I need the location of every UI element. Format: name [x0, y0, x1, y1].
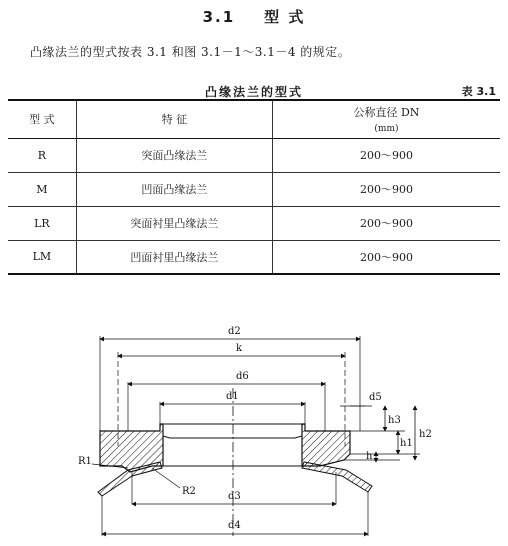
label-d1: d1	[226, 391, 239, 402]
label-d4: d4	[228, 520, 241, 531]
cell-feature: 突面衬里凸缘法兰	[76, 206, 272, 240]
lining-right	[302, 462, 372, 492]
table-caption: 凸缘法兰的型式	[204, 85, 303, 99]
cell-dn: 200～900	[272, 138, 500, 172]
header-dn-label: 公称直径 DN	[353, 106, 420, 120]
header-feature: 特 征	[76, 100, 272, 138]
flange-drawing	[0, 296, 508, 546]
section-title	[0, 6, 508, 27]
table-header-row	[8, 100, 500, 138]
label-d5: d5	[369, 392, 382, 403]
leader-R2	[152, 468, 180, 488]
label-h2: h2	[419, 429, 432, 440]
header-dn	[272, 100, 500, 138]
cell-feature: 凹面凸缘法兰	[76, 172, 272, 206]
table-row	[8, 206, 500, 240]
label-k: k	[236, 343, 243, 354]
label-d2: d2	[228, 326, 241, 337]
cell-feature: 突面凸缘法兰	[76, 138, 272, 172]
intro-paragraph: 凸缘法兰的型式按表 3.1 和图 3.1－1～3.1－4 的规定。	[30, 45, 351, 59]
table-row	[8, 240, 500, 274]
cell-dn: 200～900	[272, 206, 500, 240]
label-h3: h3	[388, 415, 401, 426]
cell-dn: 200～900	[272, 172, 500, 206]
section-number: 3.1	[202, 8, 236, 26]
label-d3: d3	[228, 491, 241, 502]
cell-type: M	[8, 172, 76, 206]
cell-type: LM	[8, 240, 76, 274]
cell-type: R	[8, 138, 76, 172]
table-row	[8, 172, 500, 206]
header-type: 型 式	[8, 100, 76, 138]
table-row	[8, 138, 500, 172]
cell-dn: 200～900	[272, 240, 500, 274]
cell-feature: 凹面衬里凸缘法兰	[76, 240, 272, 274]
label-h: h	[366, 451, 373, 462]
label-d6: d6	[236, 371, 249, 382]
bore-taper	[163, 436, 302, 438]
form-table	[8, 99, 500, 275]
header-dn-unit: (mm)	[374, 124, 399, 135]
label-R2: R2	[182, 486, 196, 497]
label-h1: h1	[400, 438, 413, 449]
table-number: 表 3.1	[461, 85, 496, 98]
label-R1: R1	[78, 456, 92, 467]
section-heading: 型 式	[264, 8, 306, 26]
flange-section-right	[302, 424, 350, 466]
cell-type: LR	[8, 206, 76, 240]
